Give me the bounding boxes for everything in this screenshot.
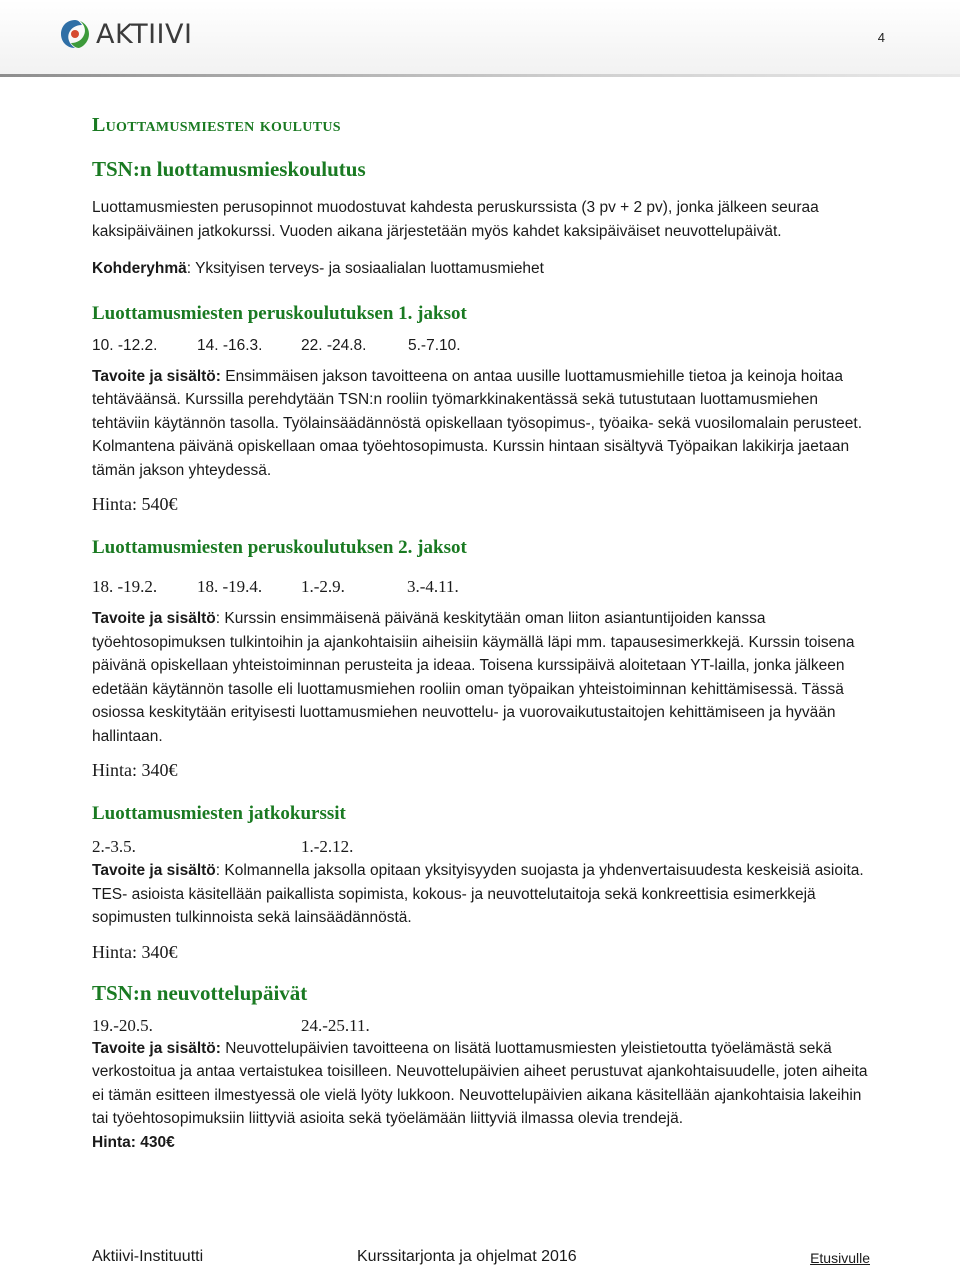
section1-heading: Luottamusmiesten peruskoulutuksen 1. jaksot <box>92 302 467 324</box>
section4-dates <box>92 1016 872 1036</box>
section3-description <box>92 859 872 930</box>
section4-date: 24.-25.11. <box>301 1015 370 1035</box>
section2-dates <box>92 577 872 597</box>
target-group-label: Kohderyhmä <box>92 260 187 277</box>
section3-date: 1.-2.12. <box>301 837 354 856</box>
section2-date: 18. -19.2. <box>92 577 158 596</box>
section2-date: 18. -19.4. <box>197 577 263 596</box>
section4-goal-text: Neuvottelupäivien tavoitteena on lisätä luottamusmiesten yleistietoutta työelämästä sekä verkostoitua ja antaa vertaistukea toisilleen. Neuvottelupäivien aiheet perustuvat ajankohtaisuudelle, joten aiheita ei tämän esitteen ilmestyessä ole vielä lyöty lukkoon. Neuvottelupäivien aikana käsitellään ajankohtaisia lakeihin tai työehtosopimuksiin liittyviä asioita sekä työelämään liittyviä ilmassa olevia trendejä. <box>92 1039 868 1127</box>
page-title: Luottamusmiesten koulutus <box>92 114 341 136</box>
frontpage-link[interactable]: Etusivulle <box>810 1250 870 1266</box>
section1-date: 10. -12.2. <box>92 336 158 354</box>
target-group <box>92 257 872 281</box>
section2-heading: Luottamusmiesten peruskoulutuksen 2. jaksot <box>92 537 467 558</box>
section1-date: 22. -24.8. <box>301 336 367 354</box>
logo-text: AKTIIVI <box>96 18 193 50</box>
target-group-text: : Yksityisen terveys- ja sosiaalialan luottamusmiehet <box>186 260 544 277</box>
section3-goal-text: : Kolmannella jaksolla opitaan yksityisyyden suojasta ja yhdenvertaisuudesta keskeisiä asioita. TES- asioista käsitellään paikallista sopimista, kokous- ja neuvottelutaitoja sekä konkreettisia esimerkkejä sopimusten tulkinnoista sekä lainsäädännöstä. <box>92 862 864 926</box>
section3-heading: Luottamusmiesten jatkokurssit <box>92 803 346 824</box>
section1-date: 5.-7.10. <box>408 336 461 354</box>
section2-description <box>92 607 872 748</box>
section4-description <box>92 1037 872 1131</box>
section1-goal-label: Tavoite ja sisältö: <box>92 367 221 385</box>
section4-heading: TSN:n neuvottelupäivät <box>92 980 308 1005</box>
aktiivi-logo-icon <box>58 17 92 51</box>
section2-date: 1.-2.9. <box>301 577 345 596</box>
section1-dates <box>92 337 872 355</box>
page-header <box>0 0 960 80</box>
section1-date: 14. -16.3. <box>197 336 263 354</box>
aktiivi-logo <box>58 14 192 54</box>
section2-price: Hinta: 340€ <box>92 760 178 780</box>
section4-goal-label: Tavoite ja sisältö: <box>92 1039 221 1057</box>
section3-price: Hinta: 340€ <box>92 941 178 962</box>
section2-goal-label: Tavoite ja sisältö <box>92 610 216 627</box>
page-subtitle: TSN:n luottamusmieskoulutus <box>92 157 366 181</box>
page-footer <box>92 1248 870 1266</box>
header-divider <box>0 74 960 77</box>
section1-goal-text: Ensimmäisen jakson tavoitteena on antaa uusille luottamusmiehille tietoa ja keinoja hoitaa tehtäväänsä. Kurssilla perehdytään TSN:n rooliin työmarkkinakentässä sekä tutustutaan luottamusmiehen tehtäviin käytännön tasolla. Työlainsäädännöstä opiskellaan työsopimus-, työaika- sekä vuosilomalain perusteet. Kolmantena päivänä opiskellaan omaa työehtosopimusta. Kurssin hintaan sisältyvä Työpaikan lakikirja jaetaan tämän jakson yhteydessä. <box>92 367 862 479</box>
section2-goal-text: : Kurssin ensimmäisenä päivänä keskitytään oman liiton asiantuntijoiden kanssa työehtosopimuksen tulkintoihin ja ajankohtaisiin aiheisiin käymällä läpi mm. tapausesimerkkejä. Kurssin toisena päivänä opiskellaan yhteistoiminnan perusteita ja ideaa. Toisena kurssipäivä aloitetaan YT-lailla, jonka jälkeen edetään käytännön tasolle eli luottamusmiehen rooliin oman työpaikan yhteistoiminnan kehittämisessä. Tässä osiossa keskitytään erityisesti luottamusmiehen neuvottelu- ja vuorovaikutustaitojen kehittämiseen ja hyvään hallintaan. <box>92 610 855 745</box>
section4-price: Hinta: 430€ <box>92 1133 175 1151</box>
section4-date: 19.-20.5. <box>92 1015 153 1035</box>
section1-description <box>92 365 872 483</box>
section2-date: 3.-4.11. <box>407 577 459 596</box>
footer-organization: Aktiivi-Instituutti <box>92 1248 204 1265</box>
intro-paragraph: Luottamusmiesten perusopinnot muodostuvat kahdesta peruskurssista (3 pv + 2 pv), jonka jälkeen seuraa kaksipäiväinen jatkokurssi. Vuoden aikana järjestetään myös kahdet kaksipäiväiset neuvottelupäivät. <box>92 199 819 240</box>
section3-goal-label: Tavoite ja sisältö <box>92 862 216 879</box>
section3-date: 2.-3.5. <box>92 837 136 856</box>
section1-price: Hinta: 540€ <box>92 494 178 514</box>
page-number: 4 <box>877 30 885 45</box>
section3-dates <box>92 837 872 857</box>
main-content <box>92 108 872 1152</box>
footer-title: Kurssitarjonta ja ohjelmat 2016 <box>357 1248 577 1265</box>
